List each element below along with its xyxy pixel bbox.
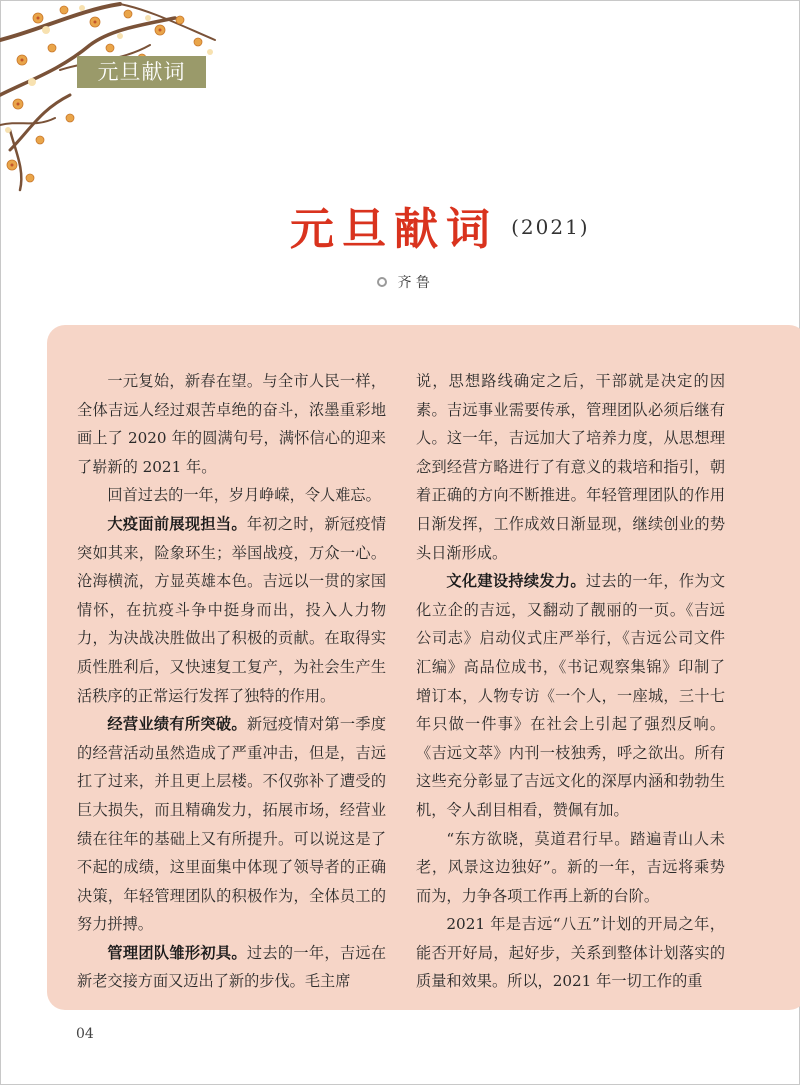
paragraph: “东方欲晓，莫道君行早。踏遍青山人未老，风景这边独好”。新的一年，吉远将乘势而为，力争各项工作再上新的台阶。: [416, 829, 725, 905]
paragraph-heading: 文化建设持续发力。: [446, 572, 586, 591]
left-column: [77, 367, 386, 996]
title-year: (2021): [511, 215, 590, 239]
page-number: 04: [76, 1026, 94, 1042]
paragraph: [77, 510, 386, 710]
circle-bullet-icon: [377, 277, 387, 287]
paragraph: 2021 年是吉远“八五”计划的开局之年，能否开好局，起好步，关系到整体计划落实的质量和效果。所以，2021 年一切工作的重: [416, 915, 725, 991]
paragraph-body: 过去的一年，吉远在新老交接方面又迈出了新的步伐。毛主席: [77, 943, 387, 991]
byline: [377, 272, 430, 292]
paragraph: [77, 939, 386, 996]
author-name: 齐 鲁: [397, 275, 430, 291]
paragraph: [416, 567, 725, 824]
title-block: [290, 193, 590, 253]
right-column: [416, 367, 725, 996]
paragraph-heading: 管理团队雏形初具。: [107, 943, 247, 962]
paragraph-body: 年初之时，新冠疫情突如其来，险象环生；举国战疫，万众一心。沧海横流，方显英雄本色。吉远以一贯的家国情怀，在抗疫斗争中挺身而出，投入人力物力，为决战决胜做出了积极的贡献。在取得实质性胜利后，又快速复工复产，为社会生产生活秩序的正常运行发挥了独特的作用。: [77, 514, 387, 705]
section-tag: 元旦献词: [77, 56, 206, 88]
paragraph-body: 过去的一年，作为文化立企的吉远，又翻动了靓丽的一页。《吉远公司志》启动仪式庄严举行，《吉远公司文件汇编》高品位成书，《书记观察集锦》印制了增订本，人物专访《一个人，一座城，三十七年只做一件事》在社会上引起了强烈反响。《吉远文萃》内刊一枝独秀，呼之欲出。所有这些充分彰显了吉远文化的深厚内涵和勃勃生机，令人刮目相看，赞佩有加。: [416, 572, 726, 819]
paragraph: 一元复始，新春在望。与全市人民一样，全体吉远人经过艰苦卓绝的奋斗，浓墨重彩地画上了 2020 年的圆满句号，满怀信心的迎来了崭新的 2021 年。: [77, 372, 386, 476]
article-title: 元旦献词: [290, 204, 498, 255]
paragraph-body: 新冠疫情对第一季度的经营活动虽然造成了严重冲击，但是，吉远扛了过来，并且更上层楼。不仅弥补了遭受的巨大损失，而且精确发力，拓展市场，经营业绩在往年的基础上又有所提升。可以说这是了不起的成绩，这里面集中体现了领导者的正确决策，年轻管理团队的积极作为，全体员工的努力拼搏。: [77, 715, 387, 934]
plum-blossom-decoration: [0, 0, 260, 200]
paragraph-heading: 大疫面前展现担当。: [107, 514, 247, 533]
paragraph: 说，思想路线确定之后，干部就是决定的因素。吉远事业需要传承，管理团队必须后继有人。这一年，吉远加大了培养力度，从思想理念到经营方略进行了有意义的栽培和指引，朝着正确的方向不断推进。年轻管理团队的作用日渐发挥，工作成效日渐显现，继续创业的势头日渐形成。: [416, 372, 725, 562]
paragraph: 回首过去的一年，岁月峥嵘，令人难忘。: [107, 486, 381, 505]
paragraph-heading: 经营业绩有所突破。: [107, 715, 247, 734]
paragraph: [77, 710, 386, 939]
